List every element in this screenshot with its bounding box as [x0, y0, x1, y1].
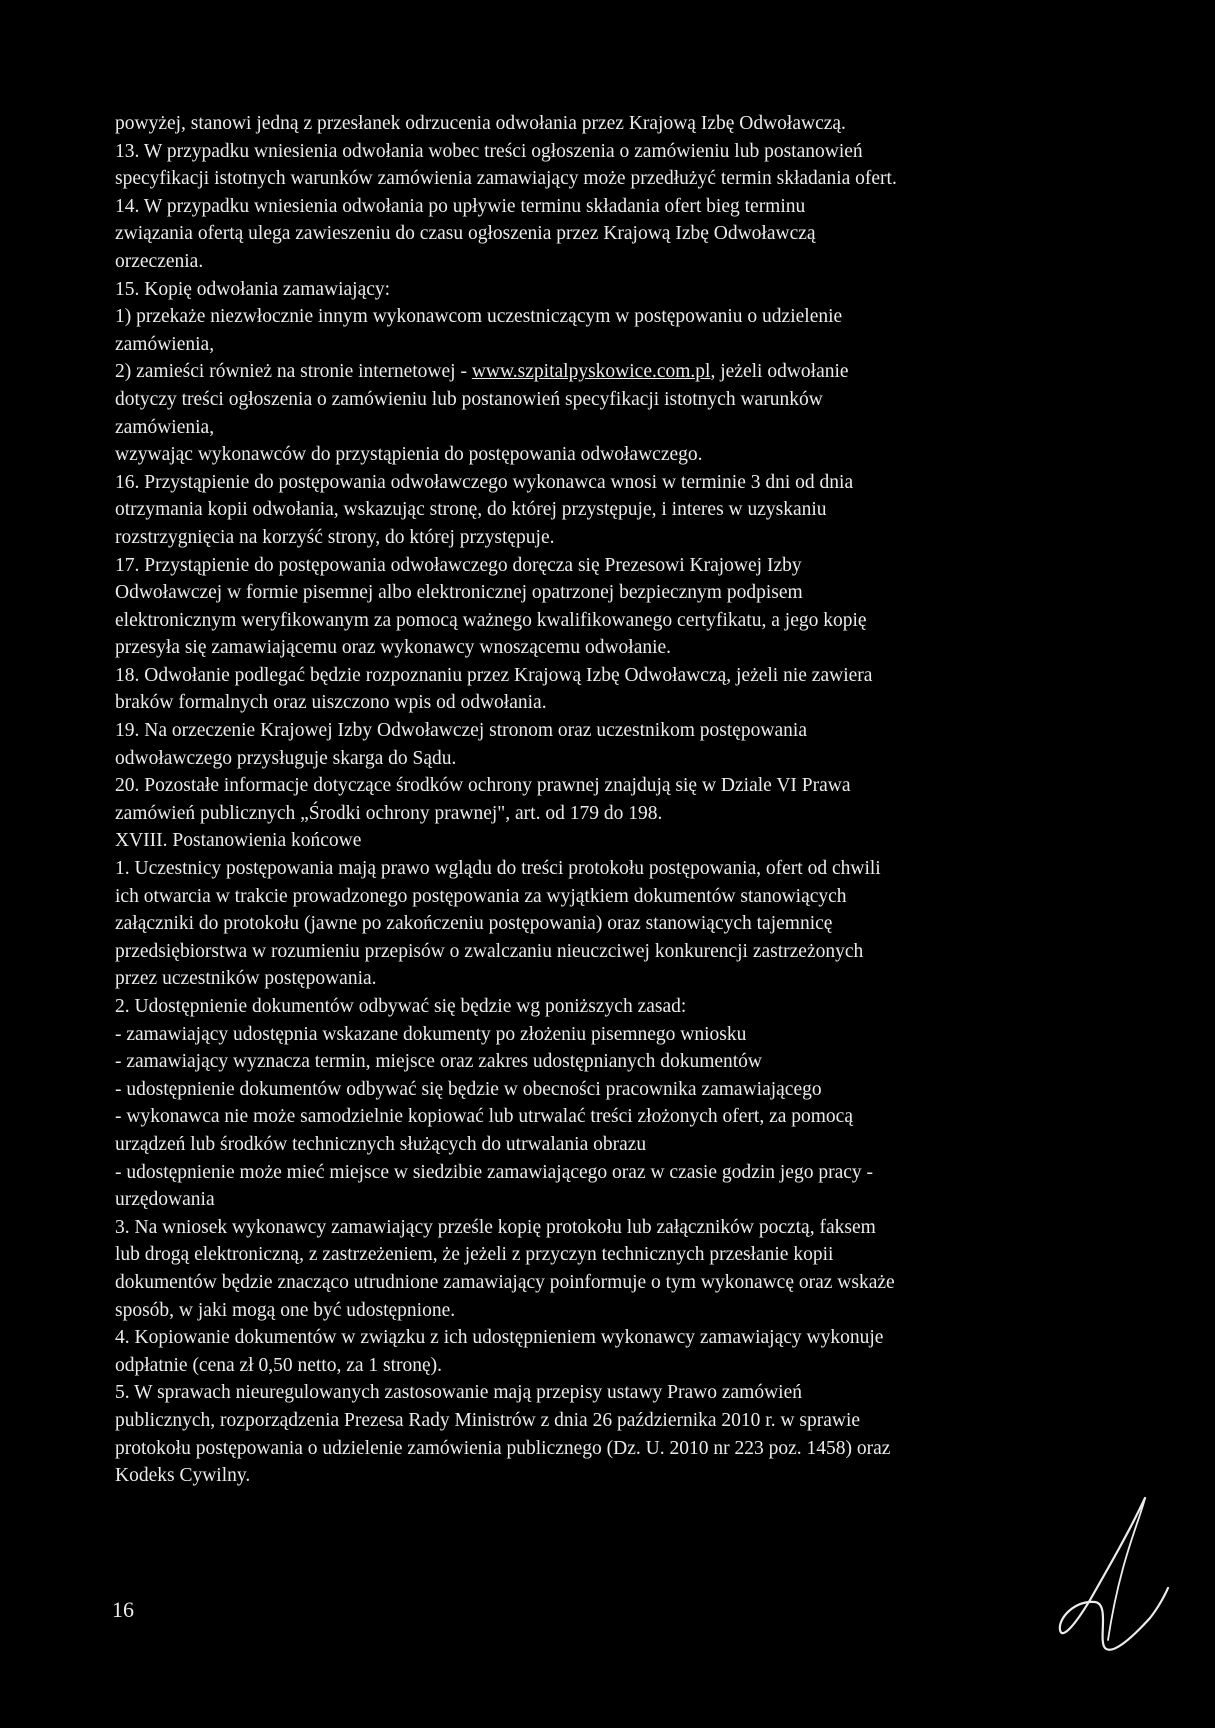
text-line: powyżej, stanowi jedną z przesłanek odrzucenia odwołania przez Krajową Izbę Odwoławczą.	[115, 113, 846, 134]
text-segment: 2) zamieści również na stronie internetowej -	[115, 361, 472, 383]
text-line: Kodeks Cywilny.	[115, 1465, 251, 1487]
text-segment: , jeżeli odwołanie	[710, 361, 849, 383]
text-line: braków formalnych oraz uiszczono wpis od odwołania.	[115, 692, 547, 714]
section-heading: XVIII. Postanowienia końcowe	[115, 830, 362, 852]
text-line: 1. Uczestnicy postępowania mają prawo wglądu do treści protokołu postępowania, ofert od chwili	[115, 858, 881, 880]
text-line: 1) przekaże niezwłocznie innym wykonawcom uczestniczącym w postępowaniu o udzielenie	[115, 306, 843, 328]
text-line: 2. Udostępnienie dokumentów odbywać się będzie wg poniższych zasad:	[115, 996, 687, 1017]
text-line: Odwoławczej w formie pisemnej albo elektronicznej opatrzonej bezpiecznym podpisem	[115, 582, 803, 604]
text-line: przedsiębiorstwa w rozumieniu przepisów o zwalczaniu nieuczciwej konkurencji zastrzeżonych	[115, 940, 864, 962]
text-line: 13. W przypadku wniesienia odwołania wobec treści ogłoszenia o zamówieniu lub postanowień	[115, 140, 863, 162]
text-line: sposób, w jaki mogą one być udostępnione.	[115, 1299, 456, 1321]
text-line: 20. Pozostałe informacje dotyczące środków ochrony prawnej znajdują się w Dziale VI Prawa	[115, 775, 851, 797]
text-line: przez uczestników postępowania.	[115, 968, 377, 990]
text-line: 15. Kopię odwołania zamawiający:	[115, 278, 391, 300]
text-line-with-link	[115, 358, 1115, 386]
list-item: - udostępnienie może mieć miejsce w siedzibie zamawiającego oraz w czasie godzin jego pracy -	[115, 1161, 873, 1183]
text-line: publicznych, rozporządzenia Prezesa Rady Ministrów z dnia 26 października 2010 r. w sprawie	[115, 1409, 861, 1431]
text-line: 16. Przystąpienie do postępowania odwoławczego wykonawca wnosi w terminie 3 dni od dnia	[115, 471, 854, 493]
text-line: elektronicznym weryfikowanym za pomocą ważnego kwalifikowanego certyfikatu, a jego kopię	[115, 609, 867, 631]
text-line: zamówień publicznych „Środki ochrony prawnej", art. od 179 do 198.	[115, 802, 663, 824]
text-line: dokumentów będzie znacząco utrudnione zamawiający poinformuje o tym wykonawcę oraz wskaże	[115, 1271, 895, 1293]
text-line: 4. Kopiowanie dokumentów w związku z ich udostępnieniem wykonawcy zamawiający wykonuje	[115, 1327, 884, 1349]
page-number: 16	[112, 1597, 134, 1622]
text-line: odpłatnie (cena zł 0,50 netto, za 1 stronę).	[115, 1354, 443, 1376]
handwritten-signature	[1050, 1490, 1170, 1660]
text-line: lub drogą elektroniczną, z zastrzeżeniem, że jeżeli z przyczyn technicznych przesłanie kopii	[115, 1244, 834, 1266]
text-line: wzywając wykonawców do przystąpienia do postępowania odwoławczego.	[115, 444, 703, 466]
text-line: 14. W przypadku wniesienia odwołania po upływie terminu składania ofert bieg terminu	[115, 195, 806, 217]
website-link[interactable]: www.szpitalpyskowice.com.pl	[471, 361, 711, 383]
list-item: - udostępnienie dokumentów odbywać się będzie w obecności pracownika zamawiającego	[115, 1078, 822, 1100]
text-line: urządzeń lub środków technicznych służących do utrwalania obrazu	[115, 1133, 647, 1155]
text-line: odwoławczego przysługuje skarga do Sądu.	[115, 747, 457, 769]
text-line: 18. Odwołanie podlegać będzie rozpoznaniu przez Krajową Izbę Odwoławczą, jeżeli nie zawiera	[115, 664, 873, 686]
text-line: orzeczenia.	[115, 250, 204, 272]
document-body	[115, 110, 1115, 1490]
text-line: związania ofertą ulega zawieszeniu do czasu ogłoszenia przez Krajową Izbę Odwoławczą	[115, 223, 816, 245]
text-line: rozstrzygnięcia na korzyść strony, do której przystępuje.	[115, 526, 555, 548]
text-line: 17. Przystąpienie do postępowania odwoławczego doręcza się Prezesowi Krajowej Izby	[115, 554, 802, 576]
text-line: ich otwarcia w trakcie prowadzonego postępowania za wyjątkiem dokumentów stanowiących	[115, 885, 847, 907]
text-line: urzędowania	[115, 1189, 215, 1211]
list-item: - wykonawca nie może samodzielnie kopiować lub utrwalać treści złożonych ofert, za pomocą	[115, 1106, 853, 1128]
text-line: zamówienia,	[115, 333, 215, 355]
text-line: załączniki do protokołu (jawne po zakończeniu postępowania) oraz stanowiących tajemnicę	[115, 913, 833, 935]
text-line: zamówienia,	[115, 416, 215, 438]
text-line: dotyczy treści ogłoszenia o zamówieniu lub postanowień specyfikacji istotnych warunków	[115, 388, 823, 410]
text-line: 19. Na orzeczenie Krajowej Izby Odwoławczej stronom oraz uczestnikom postępowania	[115, 720, 807, 742]
text-line: protokołu postępowania o udzielenie zamówienia publicznego (Dz. U. 2010 nr 223 poz. 1458) oraz	[115, 1437, 891, 1459]
text-line: otrzymania kopii odwołania, wskazując stronę, do której przystępuje, i interes w uzyskaniu	[115, 499, 827, 521]
text-line: przesyła się zamawiającemu oraz wykonawcy wnoszącemu odwołanie.	[115, 637, 672, 659]
text-line: specyfikacji istotnych warunków zamówienia zamawiający może przedłużyć termin składania ofert.	[115, 168, 897, 190]
list-item: - zamawiający udostępnia wskazane dokumenty po złożeniu pisemnego wniosku	[115, 1023, 747, 1045]
text-line: 3. Na wniosek wykonawcy zamawiający prześle kopię protokołu lub załączników pocztą, faksem	[115, 1216, 876, 1238]
text-line: 5. W sprawach nieuregulowanych zastosowanie mają przepisy ustawy Prawo zamówień	[115, 1382, 802, 1404]
list-item: - zamawiający wyznacza termin, miejsce oraz zakres udostępnianych dokumentów	[115, 1051, 763, 1073]
